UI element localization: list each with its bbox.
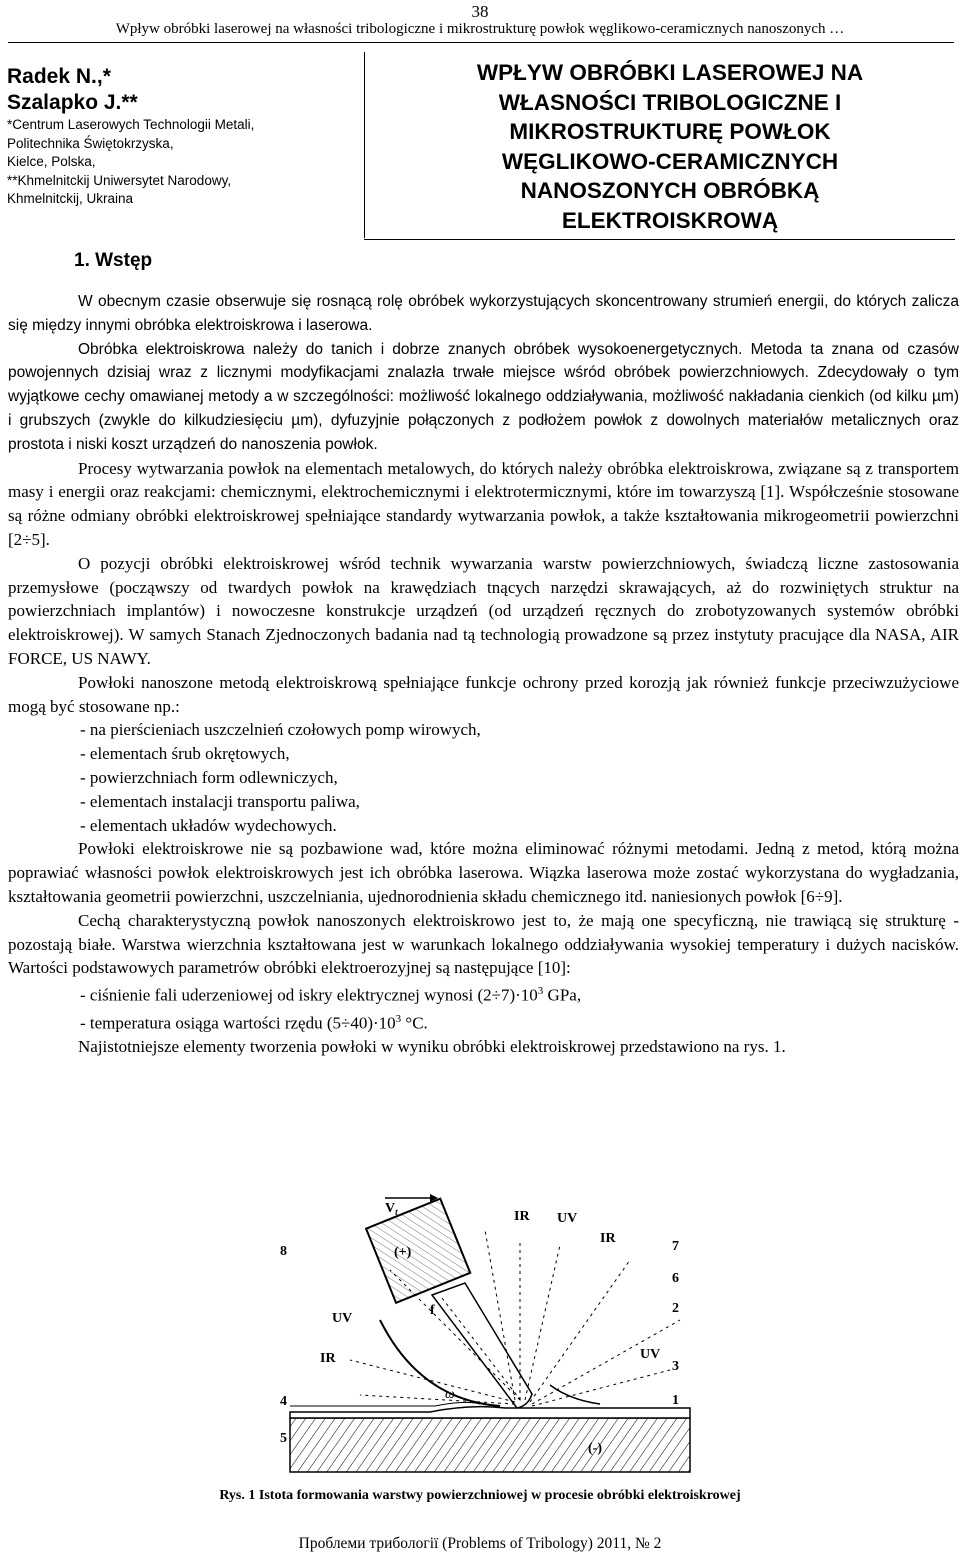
title-divider-vertical [364,52,365,238]
list-item: - na pierścieniach uszczelnień czołowych pomp wirowych, [80,720,481,740]
label-4: 4 [280,1394,287,1409]
label-3: 3 [672,1359,679,1374]
list-item [8,1008,959,1035]
label-8: 8 [280,1244,287,1259]
figure-electrospark-diagram [270,1190,700,1480]
caption-text: Istota formowania warstwy powierzchniowej w procesie obróbki elektroiskrowej [258,1488,741,1503]
list-item-unit: °C. [401,1013,428,1033]
list-item-unit: GPa, [543,985,582,1005]
exponent: 3 [395,1012,402,1025]
list-item [8,980,959,1007]
label-uv-right: UV [640,1347,661,1362]
label-ir-top: IR [514,1209,530,1224]
paragraph: W obecnym czasie obserwuje się rosnącą rolę obróbek wykorzystujących skoncentrowany strumień energii, do których zalicza się między innymi obróbka elektroiskrowa i laserowa. [8,293,959,334]
author-name-2: Szalapko J.** [7,91,138,114]
label-plus: (+) [394,1245,412,1260]
label-6: 6 [672,1271,679,1286]
list-item: - elementach śrub okrętowych, [80,744,290,764]
body-text [8,290,959,1059]
title-line: WĘGLIKOWO-CERAMICZNYCH [501,148,839,174]
affiliation-line: **Khmelnitckij Uniwersytet Narodowy, [7,172,232,188]
paragraph: Procesy wytwarzania powłok na elementach metalowych, do których należy obróbka elektroiskrowa, związane są z transportem masy i energii oraz reakcjami: chemicznymi, elektrochemicznymi i elektrotermicznymi, które im towarzyszą [1]. Współcześnie stosowane są różne odmiany obróbki elektroiskrowej spełniające standardy wytwarzania powłok, a także kształtowania mikrogeometrii powierzchni [2÷5]. [8,458,959,549]
title-line: WŁASNOŚCI TRIBOLOGICZNE I [498,89,842,115]
label-minus: (-) [588,1441,602,1456]
title-divider-horizontal [364,239,955,240]
title-line: WPŁYW OBRÓBKI LASEROWEJ NA [476,60,864,85]
list-item-text: - ciśnienie fali uderzeniowej od iskry elektrycznej wynosi (2÷7)·10 [80,985,538,1005]
author-block [7,64,357,209]
label-uv-top: UV [557,1211,578,1226]
affiliation-line: Kielce, Polska, [7,154,96,170]
label-ir-right: IR [600,1231,616,1246]
label-2: 2 [672,1301,679,1316]
section-heading: 1. Wstęp [74,250,153,271]
paragraph: Najistotniejsze elementy tworzenia powłoki w wyniku obróbki elektroiskrowej przedstawiono na rys. 1. [78,1037,786,1057]
list-item: - elementach instalacji transportu paliwa, [80,791,360,811]
label-ir-left: IR [320,1351,336,1366]
paper-title [405,58,935,235]
paragraph: O pozycji obróbki elektroiskrowej wśród technik wywarzania warstw powierzchniowych, świadczą liczne zastosowania przemysłowe (począwszy od twardych powłok na krawędziach tnących narzędzi skrawających, aż do rozwiniętych struktur na powierzchniach implantów) i nowoczesne konstrukcje urządzeń (od urządzeń ręcznych do zrobotyzowanych systemów obróbki elektroiskrowej). W samych Stanach Zjednoczonych badania nad tą technologią prowadzone są przez instytuty pracujące dla NASA, AIR FORCE, US NAWY. [8,553,959,668]
label-5: 5 [280,1431,287,1446]
label-uv-left: UV [332,1311,353,1326]
header-rule [8,42,954,43]
label-7: 7 [672,1239,679,1254]
affiliation-line: Politechnika Świętokrzyska, [7,135,174,151]
affiliation-line: *Centrum Laserowych Technologii Metali, [7,117,255,132]
page-number: 38 [471,2,489,21]
coating-layer-left [290,1402,480,1406]
list-item: - elementach układów wydechowych. [80,815,337,835]
title-line: MIKROSTRUKTURĘ POWŁOK [509,119,831,144]
page-footer: Проблеми трибології (Problems of Tribology) 2011, № 2 [298,1535,662,1552]
paragraph: Cechą charakterystyczną powłok nanoszonych elektroiskrowo jest to, że mają one specyficzną, nie trawiącą się strukturę - pozostają białe. Warstwa wierzchnia kształtowana jest w warunkach lokalnego oddziaływania wysokiej temperatury i dużych nacisków. Wartości podstawowych parametrów obróbki elektroerozyjnej są następujące [10]: [8,910,959,978]
label-vt: $V_t$ [385,1201,398,1217]
paragraph: Obróbka elektroiskrowa należy do tanich i dobrze znanych obróbek wysokoenergetycznych. Metoda ta znana od czasów powojennych dzisiaj wraz z licznymi modyfikacjami znalazła trwałe miejsce wśród obróbek powierzchniowych. Zdecydowały o tym wyjątkowe cechy omawianej metody a w szczególności: możliwość lokalnego oddziaływania, możliwość nakładania cienkich (od kilku µm) i grubszych (zwykle do kilkudziesięciu µm), dyfuzyjnie połączonych z podłożem powłok z dowolnych materiałów metalicznych oraz prostota i niski koszt urządzeń do nanoszenia powłok. [8,340,959,453]
exponent: 3 [537,985,544,998]
author-name-1: Radek N.,* [7,65,111,88]
list-item: - powierzchniach form odlewniczych, [80,767,338,787]
application-list [8,718,959,837]
substrate [290,1418,690,1472]
coating-layer [290,1407,690,1418]
title-line: ELEKTROISKROWĄ [561,207,779,233]
figure-caption [0,1488,960,1504]
parameter-list [8,980,959,1035]
list-item-text: - temperatura osiąga wartości rzędu (5÷40)·10 [80,1013,396,1033]
label-1: 1 [672,1393,679,1408]
label-omega: ω [445,1387,455,1402]
caption-prefix: Rys. 1 [219,1488,256,1503]
running-head: Wpływ obróbki laserowej na własności tribologiczne i mikrostrukturę powłok węglikowo-ceramicznych nanoszonych … [115,21,845,37]
title-line: NANOSZONYCH OBRÓBKĄ [520,178,820,203]
paragraph: Powłoki nanoszone metodą elektroiskrową spełniające funkcje ochrony przed korozją jak również funkcje przeciwzużyciowe mogą być stosowane np.: [8,672,959,716]
paragraph: Powłoki elektroiskrowe nie są pozbawione wad, które można eliminować różnymi metodami. Jedną z metod, którą można poprawiać własności powłok elektroiskrowych jest ich obróbka laserowa. Wiązka laserowa może zostać wykorzystana do wygładzania, kształtowania geometrii powierzchni, uszczelniania, ujednorodnienia składu chemicznego itd. naniesionych powłok [6÷9]. [8,839,959,906]
affiliation-line: Khmelnitckij, Ukraina [7,191,134,207]
label-f: f [430,1303,435,1318]
